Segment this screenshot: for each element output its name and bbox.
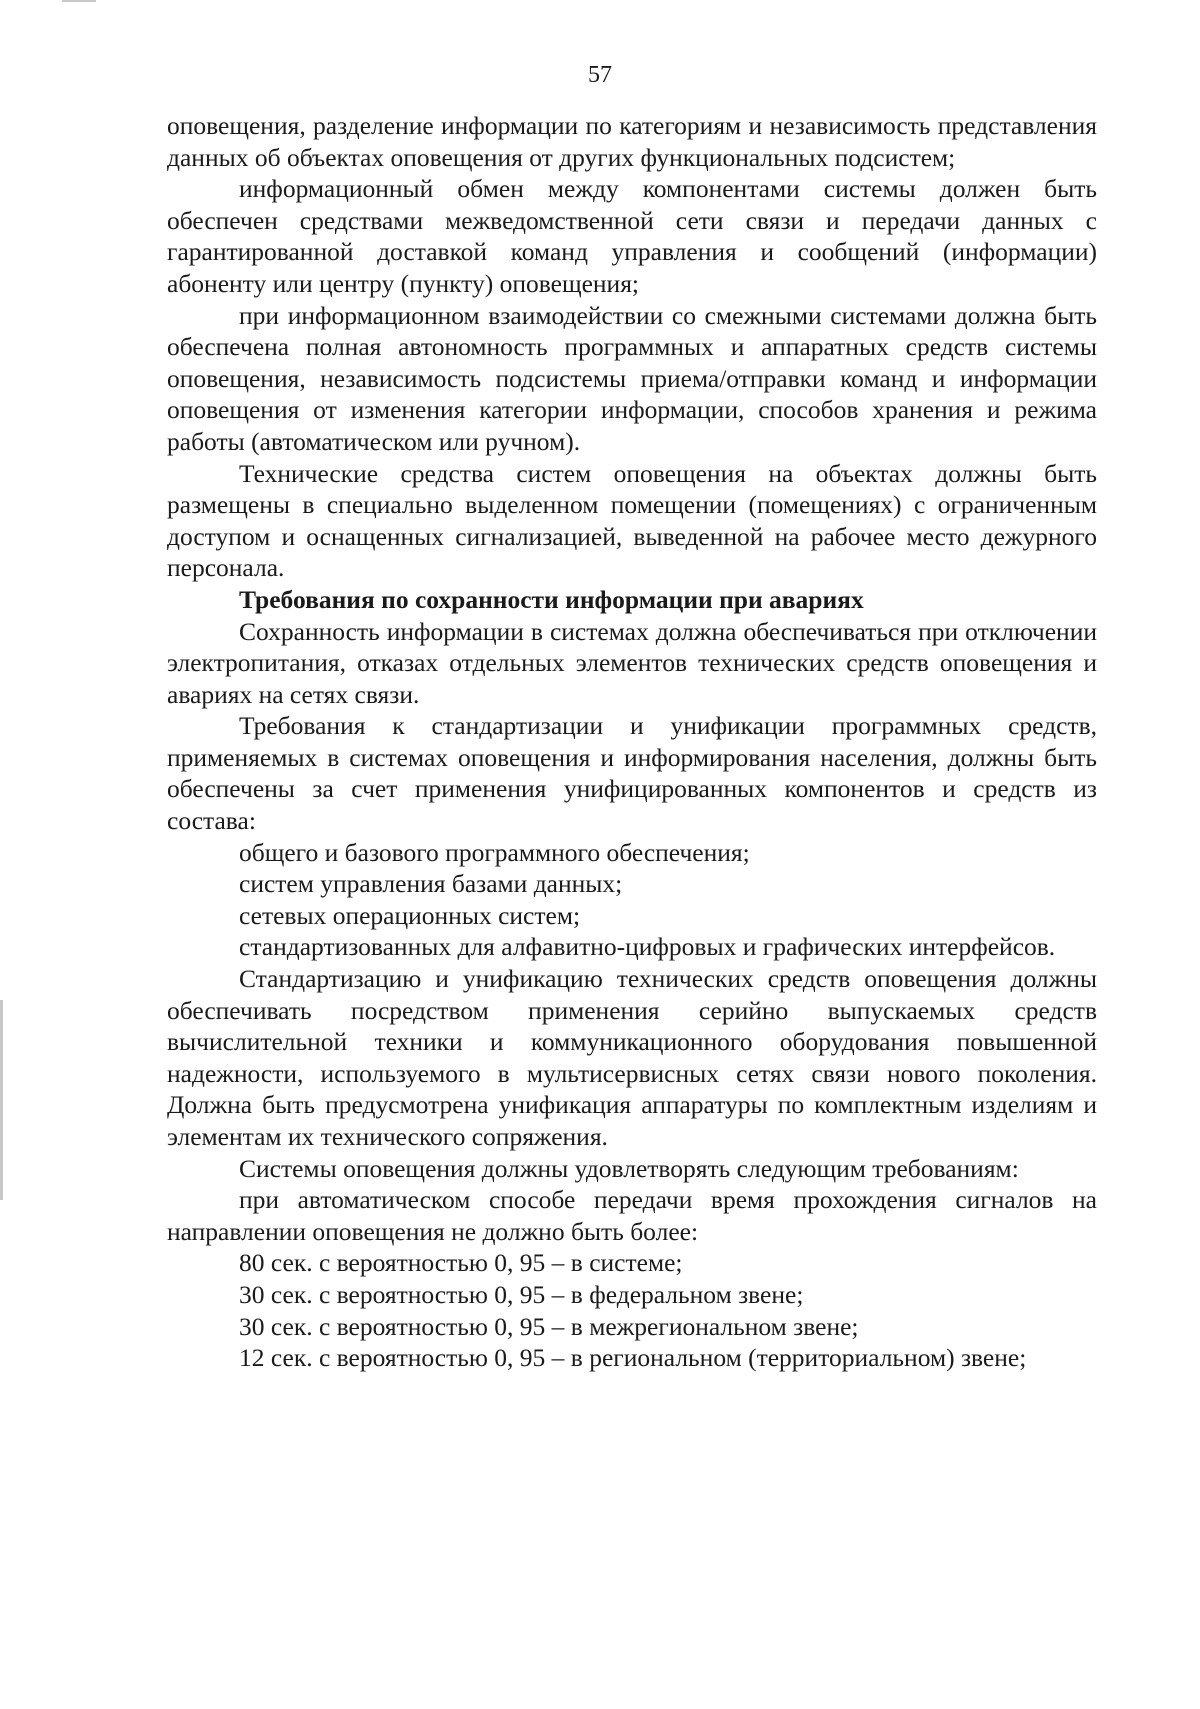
paragraph: при автоматическом способе передачи время прохождения сигналов на направлении оповещения не должно быть более: [167,1185,1097,1246]
paragraph: Технические средства систем оповещения на объектах должны быть размещены в специально выделенном помещении (помещениях) с ограниченным доступом и оснащенных сигнализацией, выведенной на рабочее место дежурного персонала. [167,458,1097,583]
paragraph: Требования к стандартизации и унификации программных средств, применяемых в системах оповещения и информирования населения, должны быть обеспечены за счет применения унифицированных компонентов и средств из состава: [167,711,1097,836]
paragraph: сетевых операционных систем; [239,900,581,930]
paragraph: Системы оповещения должны удовлетворять следующим требованиям: [239,1153,1019,1183]
document-body [167,110,1097,1374]
paragraph: стандартизованных для алфавитно-цифровых и графических интерфейсов. [239,932,1056,962]
paragraph: Сохранность информации в системах должна обеспечиваться при отключении электропитания, отказах отдельных элементов технических средств оповещения и авариях на сетях связи. [167,616,1097,709]
paragraph: систем управления базами данных; [239,869,623,899]
section-heading: Требования по сохранности информации при авариях [239,584,864,614]
page-number: 57 [588,62,612,88]
paragraph: информационный обмен между компонентами системы должен быть обеспечен средствами межведомственной сети связи и передачи данных с гарантированной доставкой команд управления и сообщений (информации) абоненту или центру (пункту) оповещения; [167,174,1097,298]
scan-artifact-left-edge [0,1000,3,1200]
paragraph: 80 сек. с вероятностью 0, 95 – в системе; [239,1248,683,1278]
paragraph: оповещения, разделение информации по категориям и независимость представления данных об объектах оповещения от других функциональных подсистем; [167,111,1097,172]
paragraph: 30 сек. с вероятностью 0, 95 – в межрегиональном звене; [239,1311,859,1341]
paragraph: при информационном взаимодействии со смежными системами должна быть обеспечена полная автономность программных и аппаратных средств системы оповещения, независимость подсистемы приема/отправки команд и информации оповещения от изменения категории информации, способов хранения и режима работы (автоматическом или ручном). [167,300,1097,456]
paragraph: Стандартизацию и унификацию технических средств оповещения должны обеспечивать посредством применения серийно выпускаемых средств вычислительной техники и коммуникационного оборудования повышенной надежности, используемого в мультисервисных сетях связи нового поколения. Должна быть предусмотрена унификация аппаратуры по комплектным изделиям и элементам их технического сопряжения. [167,964,1097,1151]
paragraph: 30 сек. с вероятностью 0, 95 – в федеральном звене; [239,1279,804,1309]
paragraph: общего и базового программного обеспечения; [239,837,750,867]
paragraph: 12 сек. с вероятностью 0, 95 – в региональном (территориальном) звене; [239,1343,1027,1373]
scan-artifact-top-left [62,0,96,2]
